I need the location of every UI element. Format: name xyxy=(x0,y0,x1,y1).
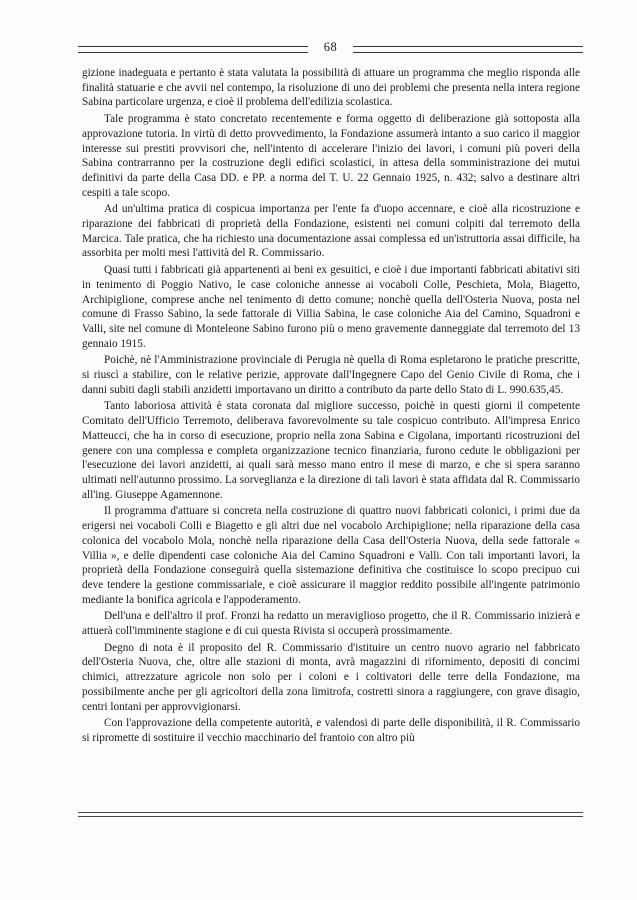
footer-line xyxy=(78,816,583,817)
paragraph-9: Degno di nota è il proposito del R. Commissario d'istituire un centro nuovo agrario nel fabbricato dell'Osteria Nuova, che, oltre alle stazioni di monta, avrà magazzini di rifornimento, depositi di concimi chimici, attrezzature agricole non solo per i coloni e i coltivatori delle terre della Fondazione, ma possibilmente anche per gli agricoltori della zona limitrofa, costretti sinora a raggiungere, con grave disagio, centri lontani per approvvigionarsi. xyxy=(82,641,580,713)
body-text xyxy=(82,66,580,746)
paragraph-10: Con l'approvazione della competente autorità, e valendosi di parte delle disponibilità, il R. Commissario si ripromette di sostituire il vecchio macchinario del frantoio con altro più xyxy=(82,717,580,744)
paragraph-1: gizione inadeguata e pertanto è stata valutata la possibilità di attuare un programma che meglio risponda alle finalità statuarie e che avvii nel contempo, la risoluzione di uno dei problemi che presenta nella intera regione Sabina particolare urgenza, e cioè il problema dell'edilizia scolastica. xyxy=(82,67,580,109)
paragraph-2: Tale programma è stato concretato recentemente e forma oggetto di deliberazione già sottoposta alla approvazione tutoria. In virtù di detto provvedimento, la Fondazione assumerà intanto a suo carico il maggior interesse sui prestiti provvisori che, nell'intento di accelerare l'inizio dei lavori, i comuni più poveri della Sabina contrarranno per la costruzione degli edifici scolastici, in attesa della somministrazione dei mutui definitivi da parte della Casa DD. e PP. a norma del T. U. 22 Gennaio 1925, n. 432; salvo a destinare altri cespiti a tale scopo. xyxy=(82,113,580,199)
page-footer-rule xyxy=(78,812,583,820)
paragraph-5: Poichè, nè l'Amministrazione provinciale di Perugia nè quella di Roma espletarono le pratiche prescritte, si riuscì a stabilire, con le relative perizie, approvate dall'Ingegnere Capo del Genio Civile di Roma, che i danni subiti dagli stabili anzidetti importavano un diritto a contributo da parte dello Stato di L. 990.635,45. xyxy=(82,354,580,396)
page-number: 68 xyxy=(323,40,338,54)
paragraph-8: Dell'una e dell'altro il prof. Fronzi ha redatto un meraviglioso progetto, che il R. Commissario inizierà e attuerà coll'imminente stagione e di cui questa Rivista si occuperà prossimamente. xyxy=(82,610,580,638)
paragraph-7: Il programma d'attuare si concreta nella costruzione di quattro nuovi fabbricati colonici, i primi due da erigersi nei vocaboli Colli e Biagetto e gli altri due nel vocabolo Archipiglione; nella riparazione della casa colonica del vocabolo Mola, nonchè nella riparazione della Casa dell'Osteria Nuova, della sede fattorale « Villia », e delle dipendenti case coloniche Aia del Camino Squadroni e Valli. Con tali importanti lavori, la proprietà della Fondazione conseguirà quella sistemazione definitiva che costituisce lo scopo precipuo cui deve tendere la gestione commissariale, e cioè assicurare il maggior reddito possibile all'ingente patrimonio mediante la bonifica agricola e l'appoderamento. xyxy=(82,505,580,606)
page-header xyxy=(78,42,583,56)
paragraph-3: Ad un'ultima pratica di cospicua importanza per l'ente fa d'uopo accennare, e cioè alla ricostruzione e riparazione dei fabbricati di proprietà della Fondazione, esistenti nei comuni colpiti dal terremoto della Marcica. Tale pratica, che ha richiesto una documentazione assai complessa ed un'istruttoria assai difficile, ha assorbita per molti mesi l'attività del R. Commissario. xyxy=(82,203,580,260)
header-rule-right xyxy=(353,46,583,53)
paragraph-6: Tanto laboriosa attività è stata coronata dal migliore successo, poichè in questi giorni il competente Comitato dell'Ufficio Terremoto, deliberava favorevolmente su tale cospicuo contributo. All'impresa Enrico Matteucci, che ha in corso di esecuzione, proprio nella zona Sabina e Cigolana, importanti ricostruzioni del genere con una complessa e completa organizzazione tecnico finanziaria, furono cedute le obbligazioni per l'esecuzione dei lavori anzidetti, ai quali sarà messo mano entro il mese di marzo, e che si spera saranno ultimati nell'autunno prossimo. La sorveglianza e la direzione di tali lavori è stata affidata dal R. Commissario all'ing. Giuseppe Agamennone. xyxy=(82,400,580,501)
paragraph-4: Quasi tutti i fabbricati già appartenenti ai beni ex gesuitici, e cioè i due importanti fabbricati abitativi siti in tenimento di Poggio Nativo, le case coloniche annesse ai vocaboli Colle, Peschieta, Mola, Biagetto, Archipiglione, comprese anche nel tenimento di detto comune; nonchè quella dell'Osteria Nuova, posta nel comune di Frasso Sabino, la sede fattorale di Villia Sabina, le case coloniche Aia del Camino, Squadroni e Valli, site nel comune di Monteleone Sabino furono più o meno gravemente danneggiate dal terremoto del 13 gennaio 1915. xyxy=(82,264,580,350)
footer-line xyxy=(78,812,583,813)
